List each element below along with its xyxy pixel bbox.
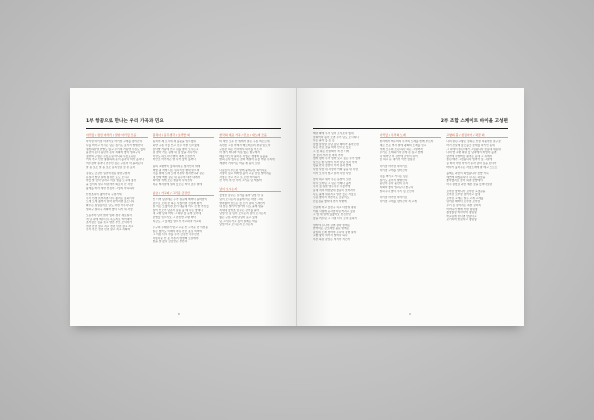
- lyric-line: 학교길에 만나면 반갑다고: [446, 214, 477, 218]
- lyric-line: 아리랑 아리랑 아라리요: [379, 196, 408, 200]
- lyric-line: 아리랑 아리랑 아라리요: [379, 164, 408, 168]
- lyric-line: 괄세를 마라 세상 인심이 그렇지 아니하다: [86, 186, 135, 190]
- lyric-line: 예쁘게 피었습니다 누나는 과꽃을: [446, 175, 486, 179]
- lyric-line: 풍년이 온다 풍년이 온다: [379, 182, 409, 186]
- lyric-line: 나의 살던 고향은 꽃피는 산골 복숭아꽃 살구꽃: [446, 140, 501, 144]
- lyric-line: 봄의 교향악이 울려퍼지는 청라언덕 위에: [152, 164, 201, 168]
- lyric-line: 누굴 찾아서 이쁜이도 금순이도: [313, 196, 350, 200]
- lyric-line: 그 이름 다시 부를 우리 금강산 수수만년: [152, 233, 200, 237]
- book-spread: [70, 88, 524, 326]
- lyric-line: 피어날 적에 모든 슬픔이 사라진다: [152, 179, 193, 183]
- lyric-line: 동네 처녀 바람났네 물동이 호미자루: [313, 188, 356, 192]
- right-column-2: [380, 132, 442, 312]
- lyric-line: 우리는 노래하리라 손에 손 잡고 함께: [379, 151, 423, 155]
- lyric-line: 꼬리치며 반갑다고 멍멍멍: [446, 218, 477, 222]
- lyric-line: 어디 가고 산만 충충하네 눈이 올라나 비가 올라나: [86, 158, 144, 162]
- lyric-line: 얼씨구나 좋다 우리 님 오신다: [379, 189, 415, 193]
- lyric-line: 사랑 사랑 내 사랑아 어화 둥둥 내 사랑: [313, 167, 358, 171]
- lyric-line: 놀던 때가 그립습니다 엄마가 섬 그늘에: [446, 158, 493, 162]
- right-column-1: [313, 132, 375, 312]
- lyric-line: 사랑은 가고 가고 또 오면 어이하리: [219, 175, 260, 179]
- lyric-line: 밝혀 든다 빛나는 꿈의 계절아 눈물 어린 무지개: [219, 158, 275, 162]
- lyric-line: 얼씨구 절씨구 지화자 좋다 니가 내 사랑: [86, 207, 133, 211]
- lyric-line: 꽃 피고 눈 내리기 어언 삼십년: [379, 158, 416, 162]
- lyric-line: 이리 오너라 업고 놀자 사랑 사랑: [313, 171, 352, 175]
- lyric-line: 아름다운 산 못 가본지 몇몇해 오늘에야: [152, 236, 199, 240]
- lyric-line: 지새네 물망초 꿈꾸는 강가를 돌아: [219, 208, 260, 212]
- lyric-line: 그 꽃 피는 산골짜기 저 산 너머: [313, 149, 350, 153]
- lyric-line: 나 태어난 이 강산에 군인이 되어: [379, 154, 418, 158]
- lyric-line: 삼월 삼짓날 강남 갔던 제비가 돌아오면: [313, 142, 359, 146]
- lyric-line: 올해도 과꽃이 피었습니다 꽃밭 가득: [446, 172, 489, 176]
- right-page: [297, 88, 524, 326]
- lyric-line: 내 맘에 백합 같은 내 동무야 네가 내게서: [152, 175, 201, 179]
- lyric-line: 계절아 기다리는 마음 새 봄이 오면: [219, 161, 260, 165]
- left-column-2: [153, 132, 215, 312]
- lyric-line: 님 찾아 가는 길에 내 집 앞을 지나가나: [152, 151, 198, 155]
- lyric-line: 아주 살았죠 과꽃 예쁜 꽃을 들여다보면: [446, 182, 493, 186]
- section-title: 아리랑 / 정선 아라리 / 밀양 아리랑 모음: [86, 133, 148, 138]
- lyric-line: 굴 따러 가면 아기가 혼자 남아 집을 보다가: [446, 161, 497, 165]
- lyric-line: 나는 몰라 흥 흥 흥: [313, 139, 335, 143]
- lyric-line: 사랑이 일고 비바람 불어 고운 꽃잎 떨어지듯: [219, 172, 272, 176]
- lyric-line: 비 개인 오후 산 위에서 맑은 구름 떠오르네: [219, 140, 270, 144]
- lyric-line: 나도 몰래 내던지고 말만 들은 서울로: [313, 192, 357, 196]
- lyric-line: 을 들이지 말고 타관객리 외로이 난 사람: [86, 182, 133, 186]
- lyric-line: 꿈엔들 잊으리요 그 잔잔한 고향 바다: [152, 215, 196, 219]
- lyric-line: 꽃이 피고 새가 우는 봄날이 오면: [313, 178, 352, 182]
- lyric-line: 억수장마 질라나 만수산 검은 구름이 막 몰려든다: [86, 161, 144, 165]
- lyric-line: 아들 딸 낳아 달라고 석달 열흘 노구메 정성: [86, 179, 137, 183]
- left-page: [70, 88, 297, 326]
- lyric-line: 나는 가요 꽃을 따러 산으로 들로: [313, 146, 352, 150]
- right-columns: [313, 132, 508, 312]
- lyric-line: 꼬부랑 고개는 열두 고개 고개를: [446, 196, 484, 200]
- lyric-line: 우리 집 뒤뜰 앵두나무 우물가에: [313, 185, 351, 189]
- lyric-line: 너를 위해 노래 노래 부른다 청라언덕과 같은: [152, 172, 205, 176]
- lyric-line: 갈잎의 노래 엄마야 누나야 강변 살자: [313, 230, 357, 234]
- lyric-line: 물망초 꿈꾸는 강가를 돌아 달빛 먼 길: [219, 194, 264, 198]
- lyric-line: 좋아했지요 꽃이 피면 꽃밭에서: [446, 179, 483, 183]
- lyric-line: 우리 집 강아지는 복슬 강아지: [446, 203, 481, 207]
- lyric-line: 다시 오마던 그 님은 언제나 올까: [313, 181, 352, 185]
- lyric-line: 저 달 속에 계수나무 옥도끼로 찍어내어: [86, 217, 132, 221]
- lyric-line: 지금도 그 물새들 날으리 가고파라 가고파: [152, 219, 202, 223]
- lyric-line: 아리랑 아리랑 아라리요 아리랑 고개를 넘어간다: [86, 140, 143, 144]
- lyric-line: 나의 옛 고향 파란 들 남쪽에서 바람이 불면: [446, 151, 497, 155]
- lyric-line: 남으로 오네 꽃 피는 사월이면 진달래 향기: [152, 201, 202, 205]
- section-title: 한국의 대표 가곡 / 민요 / 새노래 모음: [219, 133, 281, 138]
- right-running-head: 2부 조합 스케이트 바이올 고성편: [440, 119, 508, 124]
- lyric-line: 아 멀리 떠나와 이름 없는 항구에서: [219, 151, 260, 155]
- lyric-line: 어린 시절에 눈사람처럼 커지고 싶던: [313, 209, 356, 213]
- lyric-line: 노세 노세 젊어서 놀아 늙어지면 못노나니: [86, 200, 135, 204]
- lyric-line: 배를 타노라 돌아온 사월은 생명의 등불을: [219, 154, 268, 158]
- lyric-line: 풍년이 온다 풍년이 온다 지화자 좋다 얼씨구나: [86, 151, 141, 155]
- left-header-rule: [86, 128, 281, 129]
- lyric-line: 산 너머 저 산 너머 그리운 님 계실까: [219, 179, 262, 183]
- lyric-line: 엄마 엄마 우리 엄마 보고 싶은 우리 엄마: [313, 157, 361, 161]
- section-title: 봄처녀 / 동무생각 / 보리밭 외: [153, 133, 215, 138]
- lyric-line: 새로 쓰는 역사 위에 평화의 노래를 싣고: [379, 144, 427, 147]
- lyric-line: 강원도 금강산 일만이천봉 팔만구암자: [86, 172, 131, 176]
- section-title: 남촌 / 가고파 / 그리운 금강산: [153, 191, 215, 196]
- lyric-line: 나뭇잎이 푸르던 날에 뭉게구름 피어나듯: [219, 168, 267, 172]
- lyric-line: 봄처녀 제 오시네 새 풀옷을 입으셨네: [152, 140, 196, 144]
- lyric-line: 발자췰까 흐르는 물 소리 님의 노래인가: [219, 201, 266, 205]
- lyric-line: 미안코 어리석은 양 나가 물어 볼까나: [152, 158, 196, 162]
- right-header-rule: [313, 128, 508, 129]
- lyric-line: 날 좀 보소 날 좀 보소 동지섣달 꽃 본 듯이: [86, 165, 136, 169]
- lyric-line: 푸른 하늘 끝닿은 저기가 거긴가: [313, 238, 351, 242]
- lyric-line: 그 속에서 놀던 때가 그립습니다 꽃동네 새동네: [446, 147, 501, 151]
- block-gap: [153, 187, 215, 190]
- lyric-line: 쫄랑쫄랑 따라가며 멍멍멍: [446, 211, 477, 215]
- lyric-line: 십리도 못가서 발병난다: [379, 178, 408, 182]
- lyric-line: 냇가에 수양버들 춤추는 동네 그 속에서: [446, 154, 493, 158]
- lyric-line: 어머니가 빨래 가면 멍멍멍: [446, 207, 478, 211]
- lyric-line: 정선의 구명은 무릉도원 아니냐 무릉도원은: [86, 154, 137, 158]
- lyric-line: 오동추야 달이 밝아 임의 생각 새로워라: [86, 214, 132, 218]
- left-running-head: 1부 항꿈으로 만나는 우리 가곡과 민요: [86, 119, 164, 124]
- block-gap: [219, 183, 281, 186]
- lyric-line: 임을 만나 꽃놀이 가자 님과 함께: [313, 164, 352, 168]
- lyric-line: 천년 만년 살고 지고 천년 만년 살고 지고: [86, 224, 134, 228]
- left-columns: [86, 132, 281, 312]
- lyric-line: 반짝이는 금모래빛 뒷문 밖에는: [313, 227, 350, 231]
- left-column-3: [219, 132, 281, 312]
- lyric-line: 겨레 모두의 소원 하나 되는 그날까지: [379, 147, 423, 151]
- left-page-number: 8: [178, 312, 180, 316]
- lyric-line: 하얀 구름 너울 쓰고 진주 이슬 신으셨네: [152, 144, 200, 147]
- left-column-1: [86, 132, 148, 312]
- lyric-line: 백합 필 적에 나는 흰나리꽃 향내 맡으며: [152, 168, 200, 172]
- lyric-line: 아기 진달래 울긋불긋 꽃대궐 차리인 동네: [446, 144, 495, 147]
- right-page-number: 9: [409, 312, 411, 316]
- lyric-line: 내 맘은 떨리어 떨리어 나도 몰래 밤을: [219, 205, 264, 209]
- lyric-line: 산천초목이 젊어가니 구경가세: [86, 193, 122, 197]
- lyric-line: 구름꽃 피는 언덕에서 피리를 부노라: [219, 147, 262, 151]
- lyric-line: 엷은 구름 속에 달님이 웃고 있네: [219, 215, 258, 219]
- lyric-line: 목련꽃 그늘 아래서 베르테르의 편질 읽노라: [219, 144, 271, 147]
- lyric-line: 아리랑 고개를 넘어간다: [379, 168, 408, 172]
- lyric-line: 밀 익는 오월이면 보리 내음새 어느 것 한 가진들: [152, 205, 209, 209]
- lyric-line: 꽃피어라 봄이 오면 우리 님도 오시려나: [313, 135, 359, 139]
- lyric-line: 님이 오시는지 갈숲에 이는 바람 그대: [219, 197, 263, 201]
- lyric-line: 꿈을 키우던 그 시절 다시 오지 못하리: [313, 217, 358, 221]
- lyric-line: 청천하늘엔 잔별도 많고 우리네 가슴엔 수심도 많다: [86, 147, 146, 151]
- lyric-line: 더운 백사장에 밀려 들오는 저녁 조수 위에: [152, 182, 202, 186]
- section-title: 고향의 봄 / 섬집아기 / 과꽃 외: [446, 133, 508, 138]
- lyric-line: 넘어갈 때마다 꼬부랑 꼬부랑: [446, 200, 481, 204]
- lyric-line: 화무는 십일홍이요 달도 차면 기우나니라: [86, 203, 134, 207]
- lyric-line: 나를 버리고 가시는 님은: [379, 175, 409, 179]
- lyric-line: 이상도 하오시다 행여 내게 오심인가: [152, 154, 196, 158]
- lyric-line: 내 고향 남쪽 바다 그 파란 물 눈에 보이네: [152, 212, 202, 216]
- right-column-3: [446, 132, 508, 312]
- lyric-line: 바다가 불러주는 자장노래에 팔 베고 스르르: [446, 165, 498, 169]
- lyric-line: 그 맘 내 맘에 있잖아요 천진난만: [313, 213, 352, 217]
- lyric-line: 유점사 법당 뒤에 칠성단 도도 모시고: [86, 175, 130, 179]
- lyric-line: 아리랑 고개를 넘어간다 저 고개: [379, 199, 417, 203]
- lyric-line: 지화자 좋다 얼씨구나 좋구나: [379, 185, 414, 189]
- lyric-line: 한라에서 백두까지 우리의 노래를 함께 부르자: [379, 140, 434, 144]
- lyric-line: 꽃다발 가슴에 안고 뉘를 찾아 오시는고: [152, 147, 199, 151]
- lyric-line: 엄마야 누나야 강변 살자 뜰에는: [313, 223, 351, 227]
- lyric-line: 우리 부모 천년 만년 살고 지고 지화자: [86, 228, 131, 232]
- lyric-line: 달뜨는 밤 달맞이 가자 달님 보러 가자: [313, 160, 358, 164]
- lyric-line: 말은 없어도 이제야 자유 만민 옷깃 여미며: [152, 229, 202, 233]
- lyric-line: 단봇짐을 쌌다네 천리 타향에: [313, 199, 347, 203]
- lyric-line: 누구의 주제런가 맑고 고운 산 그리운 만 이천봉: [152, 226, 208, 230]
- lyric-line: 님 그리워 가고 싶어 설레는 마음: [219, 219, 258, 223]
- lyric-line: 실어 안오리 남촌서 남풍 불 때 나는 좋대나: [152, 208, 203, 212]
- section-title: 아리랑 / 우리의 노래: [380, 133, 442, 138]
- lyric-line: 꼬부랑 할머니가 꼬부랑 고갯길을: [446, 189, 486, 193]
- lyric-line: 꼬부랑 꼬부랑 넘어가고 있네: [446, 193, 481, 197]
- lyric-line: 꽃 보러 가자 꽃 따러 가자: [313, 153, 344, 157]
- lyric-line: 산 너머 남촌에는 누가 살길래 해마다 봄바람이: [152, 197, 208, 201]
- lyric-line: 고향 땅이 여기서 얼마나 되나: [313, 234, 348, 238]
- lyric-line: 찾을 날 왔나 금강산은 부른다: [152, 240, 188, 244]
- lyric-line: 달빛 타고 오시는지 오시는지: [219, 223, 254, 227]
- section-title: 님이 오시는지: [219, 187, 281, 192]
- lyric-line: 나를 버리고 가시는 님은 십리도 못가서 발병난다: [86, 144, 144, 147]
- lyric-line: 해당 화에 우리 님이 소식조차 없네: [313, 132, 354, 135]
- lyric-line: 우리 인생 늙어지면 다시 젊지는 못하리라: [86, 196, 135, 200]
- lyric-line: 초가삼간 집을 짓고 양친 부모 모셔다가: [86, 221, 132, 225]
- lyric-line: 진달래 먹고 물장구 치고 다람쥐 쫓던: [313, 206, 357, 210]
- lyric-line: 달빛 먼 길 님이 오시는지 님이 오시는지: [219, 212, 267, 216]
